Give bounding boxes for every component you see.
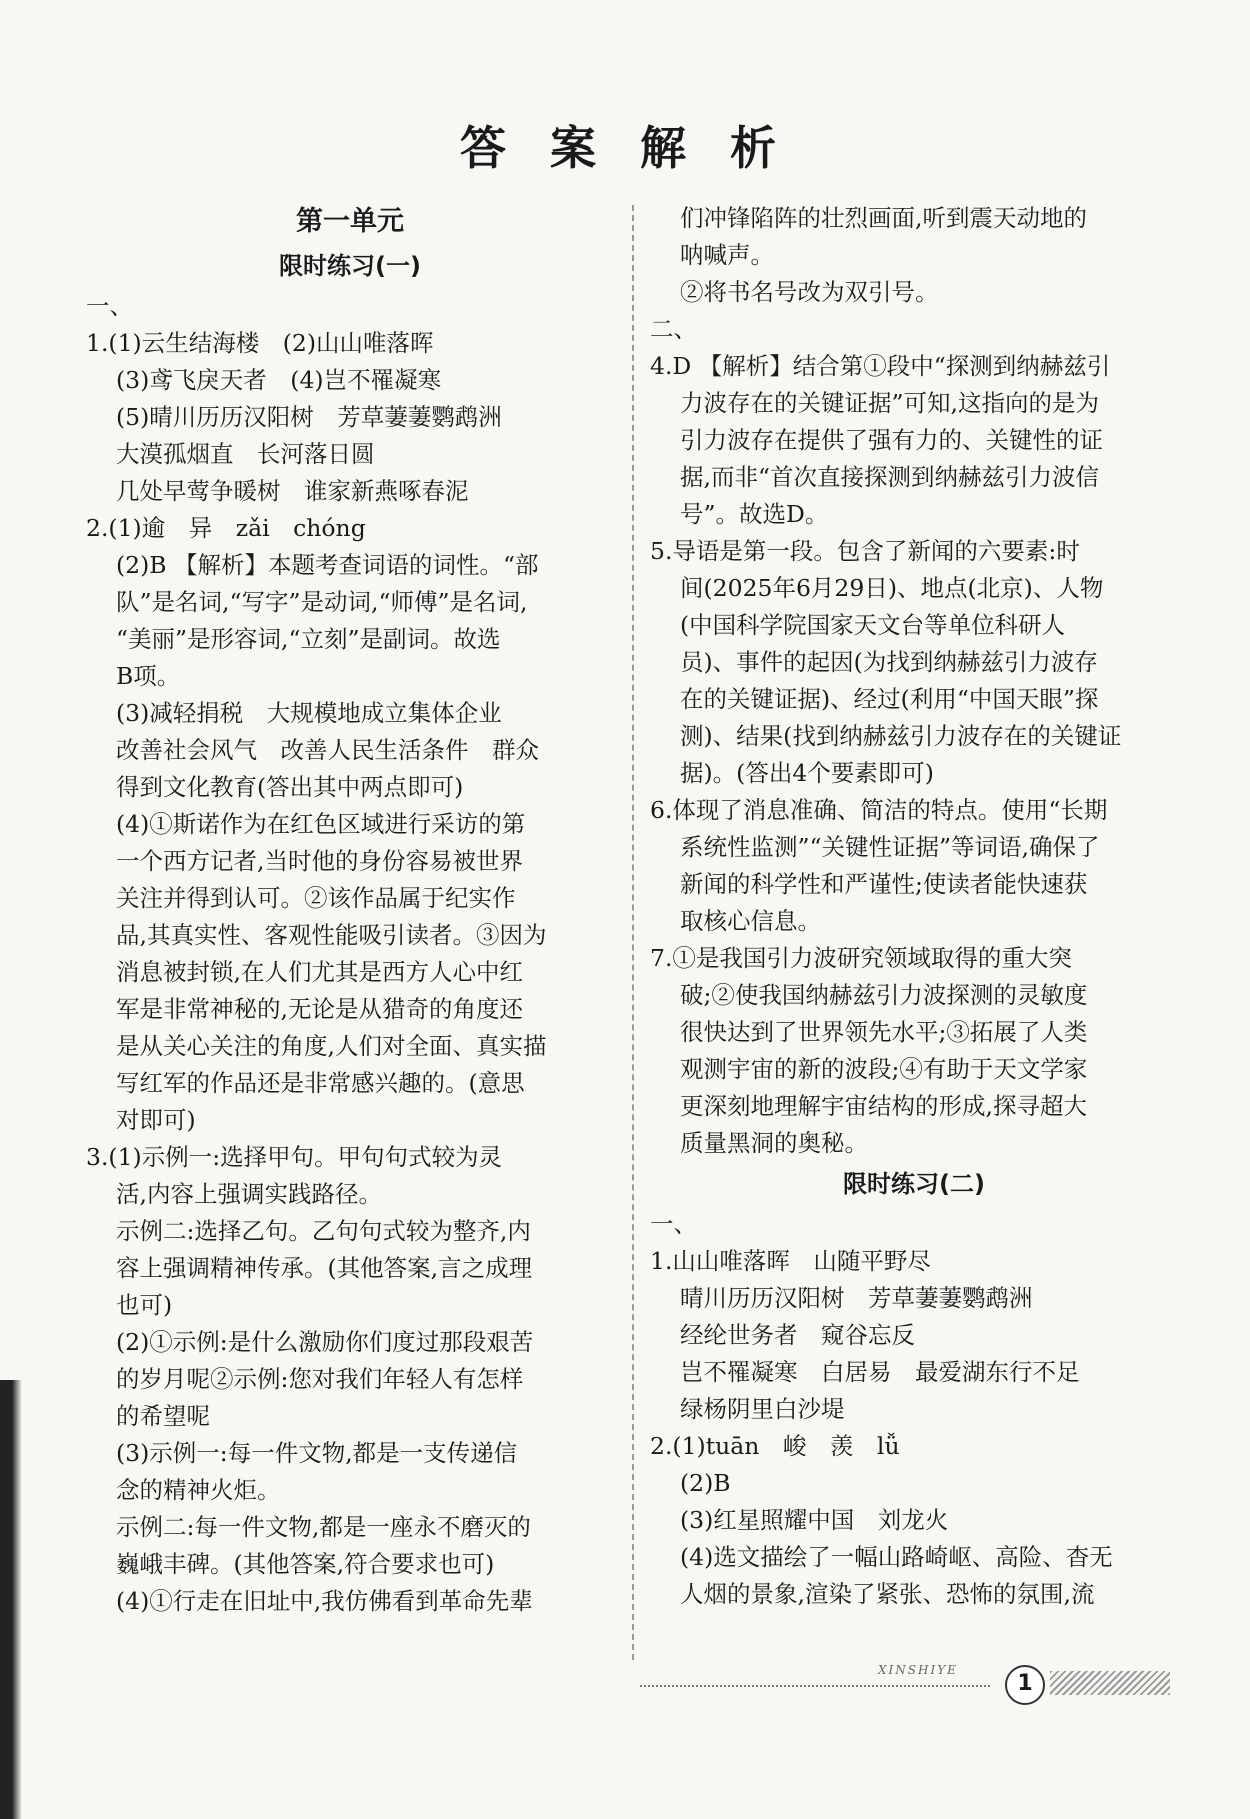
text-line: 一、 [86,292,133,320]
text-line-indented: 据,而非“首次直接探测到纳赫兹引力波信 [680,463,1099,491]
text-line-indented: 念的精神火炬。 [116,1476,281,1504]
text-line: 6.体现了消息准确、简洁的特点。使用“长期 [650,796,1108,824]
text-line: 2.(1)逾 异 zǎi chóng [86,514,366,542]
text-line-indented: 岂不罹凝寒 白居易 最爱湖东行不足 [680,1358,1080,1386]
text-line-indented: 示例二:每一件文物,都是一座永不磨灭的 [116,1513,531,1541]
text-line-indented: 间(2025年6月29日)、地点(北京)、人物 [680,574,1104,602]
text-line-indented: 取核心信息。 [680,907,821,935]
text-line-indented: 破;②使我国纳赫兹引力波探测的灵敏度 [680,981,1088,1009]
text-line-indented: 对即可) [116,1106,196,1134]
text-line-indented: 是从关心关注的角度,人们对全面、真实描 [116,1032,547,1060]
text-line-indented: 观测宇宙的新的波段;④有助于天文学家 [680,1055,1088,1083]
unit-heading: 第一单元 [296,206,404,237]
text-line-indented: 示例二:选择乙句。乙句句式较为整齐,内 [116,1217,531,1245]
text-line-indented: 们冲锋陷阵的壮烈画面,听到震天动地的 [680,204,1087,232]
text-line-indented: 力波存在的关键证据”可知,这指向的是为 [680,389,1099,417]
text-line-indented: 活,内容上强调实践路径。 [116,1180,382,1208]
text-line-indented: 的希望呢 [116,1402,210,1430]
left-column [86,200,614,1620]
text-line-indented: 关注并得到认可。②该作品属于纪实作 [116,884,516,912]
page-number: 1 [1005,1665,1045,1705]
text-line-indented: 在的关键证据)、经过(利用“中国天眼”探 [680,685,1099,713]
text-line-indented: 得到文化教育(答出其中两点即可) [116,773,464,801]
text-line-indented: 新闻的科学性和严谨性;使读者能快速获 [680,870,1088,898]
text-line-indented: 经纶世务者 窥谷忘反 [680,1321,915,1349]
text-line-indented: 据)。(答出4个要素即可) [680,759,934,787]
text-line-indented: 几处早莺争暖树 谁家新燕啄春泥 [116,477,469,505]
text-line-indented: 质量黑洞的奥秘。 [680,1129,868,1157]
text-line-indented: 也可) [116,1291,173,1319]
footer-dotted-line [640,1685,990,1687]
text-line-indented: 大漠孤烟直 长河落日圆 [116,440,375,468]
text-line-indented: (4)①行走在旧址中,我仿佛看到革命先辈 [116,1587,533,1615]
text-line-indented: 容上强调精神传承。(其他答案,言之成理 [116,1254,533,1282]
text-line-indented: 军是非常神秘的,无论是从猎奇的角度还 [116,995,523,1023]
text-line-indented: 写红军的作品还是非常感兴趣的。(意思 [116,1069,525,1097]
text-line-indented: 绿杨阴里白沙堤 [680,1395,845,1423]
footer-brand: XINSHIYE [878,1663,958,1677]
column-divider [632,205,634,1660]
text-line-indented: (4)①斯诺作为在红色区域进行采访的第 [116,810,526,838]
text-line-indented: (2)B [680,1469,731,1497]
text-line-indented: 引力波存在提供了强有力的、关键性的证 [680,426,1103,454]
text-line-indented: 的岁月呢②示例:您对我们年轻人有怎样 [116,1365,524,1393]
text-line-indented: (4)选文描绘了一幅山路崎岖、高险、杳无 [680,1543,1113,1571]
scan-edge-shadow [0,1380,22,1819]
text-line-indented: (2)B 【解析】本题考查词语的词性。“部 [116,551,539,579]
page-title: 答 案 解 析 [459,121,791,175]
text-line-indented: (3)示例一:每一件文物,都是一支传递信 [116,1439,518,1467]
text-line-indented: 消息被封锁,在人们尤其是西方人心中红 [116,958,523,986]
text-line-indented: (3)减轻捐税 大规模地成立集体企业 [116,699,502,727]
text-line-indented: 更深刻地理解宇宙结构的形成,探寻超大 [680,1092,1087,1120]
text-line-indented: 很快达到了世界领先水平;③拓展了人类 [680,1018,1088,1046]
text-line: 1.(1)云生结海楼 (2)山山唯落晖 [86,329,434,357]
text-line-indented: 呐喊声。 [680,241,774,269]
text-line-indented: 队”是名词,“写字”是动词,“师傅”是名词, [116,588,528,616]
text-line-indented: 号”。故选D。 [680,500,829,528]
section-heading: 限时练习(二) [843,1170,985,1198]
text-line-indented: 一个西方记者,当时他的身份容易被世界 [116,847,523,875]
text-line-indented: (3)红星照耀中国 刘龙火 [680,1506,949,1534]
text-line: 7.①是我国引力波研究领域取得的重大突 [650,944,1072,972]
text-line-indented: 晴川历历汉阳树 芳草萋萋鹦鹉洲 [680,1284,1033,1312]
text-line-indented: 系统性监测”“关键性证据”等词语,确保了 [680,833,1100,861]
text-line-indented: (2)①示例:是什么激励你们度过那段艰苦 [116,1328,534,1356]
text-line-indented: 员)、事件的起因(为找到纳赫兹引力波存 [680,648,1098,676]
text-line-indented: 品,其真实性、客观性能吸引读者。③因为 [116,921,547,949]
right-column [650,200,1178,1613]
text-line-indented: “美丽”是形容词,“立刻”是副词。故选 [116,625,501,653]
text-line-indented: B项。 [116,662,181,690]
text-line: 二、 [650,315,697,343]
text-line-indented: 测)、结果(找到纳赫兹引力波存在的关键证 [680,722,1122,750]
text-line: 2.(1)tuān 峻 羡 lǚ [650,1432,900,1460]
footer-hatch-decoration [1050,1671,1170,1695]
section-heading: 限时练习(一) [279,252,421,280]
text-line-indented: ②将书名号改为双引号。 [680,278,939,306]
page-footer [640,1663,1170,1703]
text-line: 3.(1)示例一:选择甲句。甲句句式较为灵 [86,1143,503,1171]
text-line: 1.山山唯落晖 山随平野尽 [650,1247,931,1275]
text-line-indented: 改善社会风气 改善人民生活条件 群众 [116,736,539,764]
text-line-indented: (中国科学院国家天文台等单位科研人 [680,611,1066,639]
text-line-indented: 人烟的景象,渲染了紧张、恐怖的氛围,流 [680,1580,1095,1608]
text-line-indented: 巍峨丰碑。(其他答案,符合要求也可) [116,1550,495,1578]
text-line-indented: (5)晴川历历汉阳树 芳草萋萋鹦鹉洲 [116,403,502,431]
text-line: 4.D 【解析】结合第①段中“探测到纳赫兹引 [650,352,1111,380]
text-line: 5.导语是第一段。包含了新闻的六要素:时 [650,537,1080,565]
text-line-indented: (3)鸢飞戾天者 (4)岂不罹凝寒 [116,366,442,394]
text-line: 一、 [650,1210,697,1238]
